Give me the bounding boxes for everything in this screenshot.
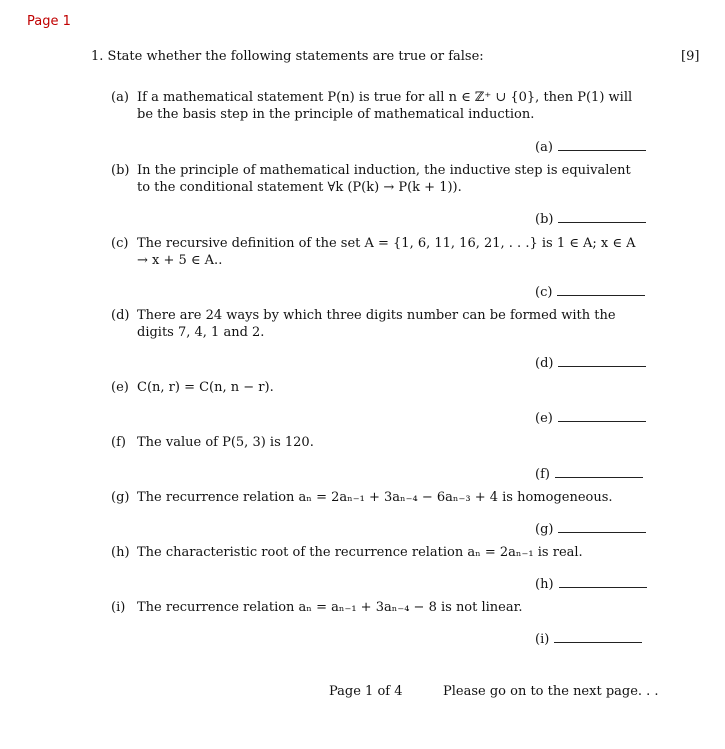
statement-b [111,162,646,196]
statement-h [111,544,646,561]
statement-i [111,599,646,616]
statement-text: There are 24 ways by which three digits number can be formed with the digits 7, 4, 1 and 2. [137,308,616,340]
answer-label: (f) [535,467,550,482]
answer-line[interactable] [558,366,646,367]
answer-blank-d[interactable] [535,356,646,371]
statement-label: (i) [111,600,126,615]
statement-text: The recurrence relation aₙ = aₙ₋₁ + 3aₙ₋₄ − 8 is not linear. [137,600,523,615]
answer-blank-g[interactable] [535,522,646,537]
statement-text: The recursive definition of the set A = {1, 6, 11, 16, 21, . . .} is 1 ∈ A; x ∈ A → x + 5 ∈ A.. [137,236,636,268]
answer-label: (b) [535,212,554,227]
question-heading: 1. State whether the following statements are true or false: [91,49,484,64]
continue-note: Please go on to the next page. . . [443,684,659,699]
answer-label: (g) [535,522,554,537]
answer-label: (a) [535,140,553,155]
statement-text: The characteristic root of the recurrence relation aₙ = 2aₙ₋₁ is real. [137,545,583,560]
answer-label: (i) [535,632,550,647]
statement-g [111,489,646,506]
statement-text: If a mathematical statement P(n) is true for all n ∈ ℤ⁺ ∪ {0}, then P(1) will be the basis step in the principle of mathematical induction. [137,90,633,122]
answer-line[interactable] [559,587,647,588]
answer-blank-e[interactable] [535,411,646,426]
statement-text: In the principle of mathematical induction, the inductive step is equivalent to the conditional statement ∀k (P(k) → P(k + 1)). [137,163,631,195]
answer-label: (e) [535,411,553,426]
statement-text: The value of P(5, 3) is 120. [137,435,314,450]
statement-e [111,379,646,396]
answer-blank-f[interactable] [535,467,643,482]
statement-label: (b) [111,163,130,178]
statement-text: The recurrence relation aₙ = 2aₙ₋₁ + 3aₙ₋₄ − 6aₙ₋₃ + 4 is homogeneous. [137,490,613,505]
question-marks: [9] [681,49,700,64]
statement-label: (h) [111,545,130,560]
answer-line[interactable] [558,222,646,223]
answer-line[interactable] [558,421,646,422]
answer-label: (h) [535,577,554,592]
answer-blank-i[interactable] [535,632,642,647]
statement-label: (g) [111,490,130,505]
statement-label: (a) [111,90,129,105]
answer-line[interactable] [558,150,646,151]
answer-blank-c[interactable] [535,285,645,300]
statement-label: (d) [111,308,130,323]
statement-label: (e) [111,380,129,395]
statement-f [111,434,646,451]
statement-a [111,89,646,123]
answer-line[interactable] [554,642,642,643]
statement-text: C(n, r) = C(n, n − r). [137,380,274,395]
answer-blank-b[interactable] [535,212,646,227]
answer-blank-a[interactable] [535,140,646,155]
answer-line[interactable] [555,477,643,478]
statement-label: (f) [111,435,126,450]
page-label: Page 1 [27,14,71,29]
answer-label: (d) [535,356,554,371]
answer-label: (c) [535,285,553,300]
statement-label: (c) [111,236,129,251]
page-number: Page 1 of 4 [329,684,403,699]
answer-line[interactable] [558,532,646,533]
statement-c [111,235,646,269]
statement-d [111,307,646,341]
answer-blank-h[interactable] [535,577,647,592]
answer-line[interactable] [557,295,645,296]
